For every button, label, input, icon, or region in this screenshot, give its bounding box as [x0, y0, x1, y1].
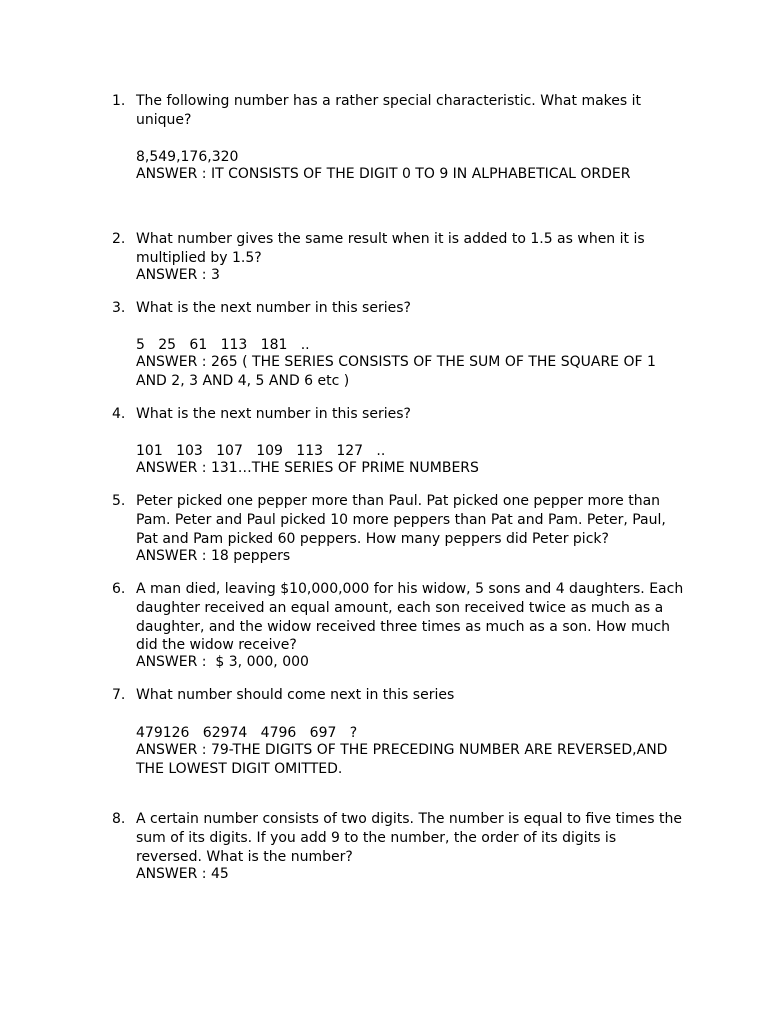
question-number: 7.: [112, 687, 126, 703]
answer-text: ANSWER : $ 3, 000, 000: [136, 654, 309, 670]
data-line: 479126 62974 4796 697 ?: [136, 725, 358, 741]
data-line: 5 25 61 113 181 ..: [136, 337, 310, 353]
question-number: 1.: [112, 93, 126, 109]
question-number: 3.: [112, 300, 126, 316]
answer-text: ANSWER : 131…THE SERIES OF PRIME NUMBERS: [136, 460, 479, 476]
question-number: 2.: [112, 231, 126, 247]
data-line: 101 103 107 109 113 127 ..: [136, 443, 386, 459]
data-line: 8,549,176,320: [136, 149, 239, 165]
answer-text: ANSWER : 79-THE DIGITS OF THE PRECEDING NUMBER ARE REVERSED,AND: [136, 742, 668, 758]
question-text: multiplied by 1.5?: [136, 250, 262, 266]
question-text: did the widow receive?: [136, 637, 297, 653]
question-text: The following number has a rather special characteristic. What makes it: [136, 93, 642, 109]
question-text: daughter received an equal amount, each son received twice as much as a: [136, 600, 664, 616]
question-text: sum of its digits. If you add 9 to the number, the order of its digits is: [136, 830, 617, 846]
question-number: 8.: [112, 811, 126, 827]
question-text: unique?: [136, 112, 192, 128]
question-text: Pat and Pam picked 60 peppers. How many peppers did Peter pick?: [136, 531, 609, 547]
question-number: 6.: [112, 581, 126, 597]
answer-text: ANSWER : IT CONSISTS OF THE DIGIT 0 TO 9 IN ALPHABETICAL ORDER: [136, 166, 631, 182]
question-text: A man died, leaving $10,000,000 for his widow, 5 sons and 4 daughters. Each: [136, 581, 684, 597]
question-text: What is the next number in this series?: [136, 406, 411, 422]
question-text: Pam. Peter and Paul picked 10 more peppers than Pat and Pam. Peter, Paul,: [136, 512, 666, 528]
answer-text: ANSWER : 45: [136, 866, 229, 882]
question-text: What is the next number in this series?: [136, 300, 411, 316]
question-text: What number should come next in this series: [136, 687, 455, 703]
answer-text: ANSWER : 265 ( THE SERIES CONSISTS OF THE SUM OF THE SQUARE OF 1: [136, 354, 656, 370]
answer-text: ANSWER : 18 peppers: [136, 548, 291, 564]
question-text: What number gives the same result when it is added to 1.5 as when it is: [136, 231, 645, 247]
question-text: Peter picked one pepper more than Paul. Pat picked one pepper more than: [136, 493, 661, 509]
answer-text: AND 2, 3 AND 4, 5 AND 6 etc ): [136, 373, 350, 389]
question-number: 5.: [112, 493, 126, 509]
answer-text: ANSWER : 3: [136, 267, 220, 283]
question-text: A certain number consists of two digits. The number is equal to five times the: [136, 811, 682, 827]
question-number: 4.: [112, 406, 126, 422]
question-text: daughter, and the widow received three times as much as a son. How much: [136, 619, 671, 635]
answer-text: THE LOWEST DIGIT OMITTED.: [136, 761, 343, 777]
question-text: reversed. What is the number?: [136, 849, 353, 865]
